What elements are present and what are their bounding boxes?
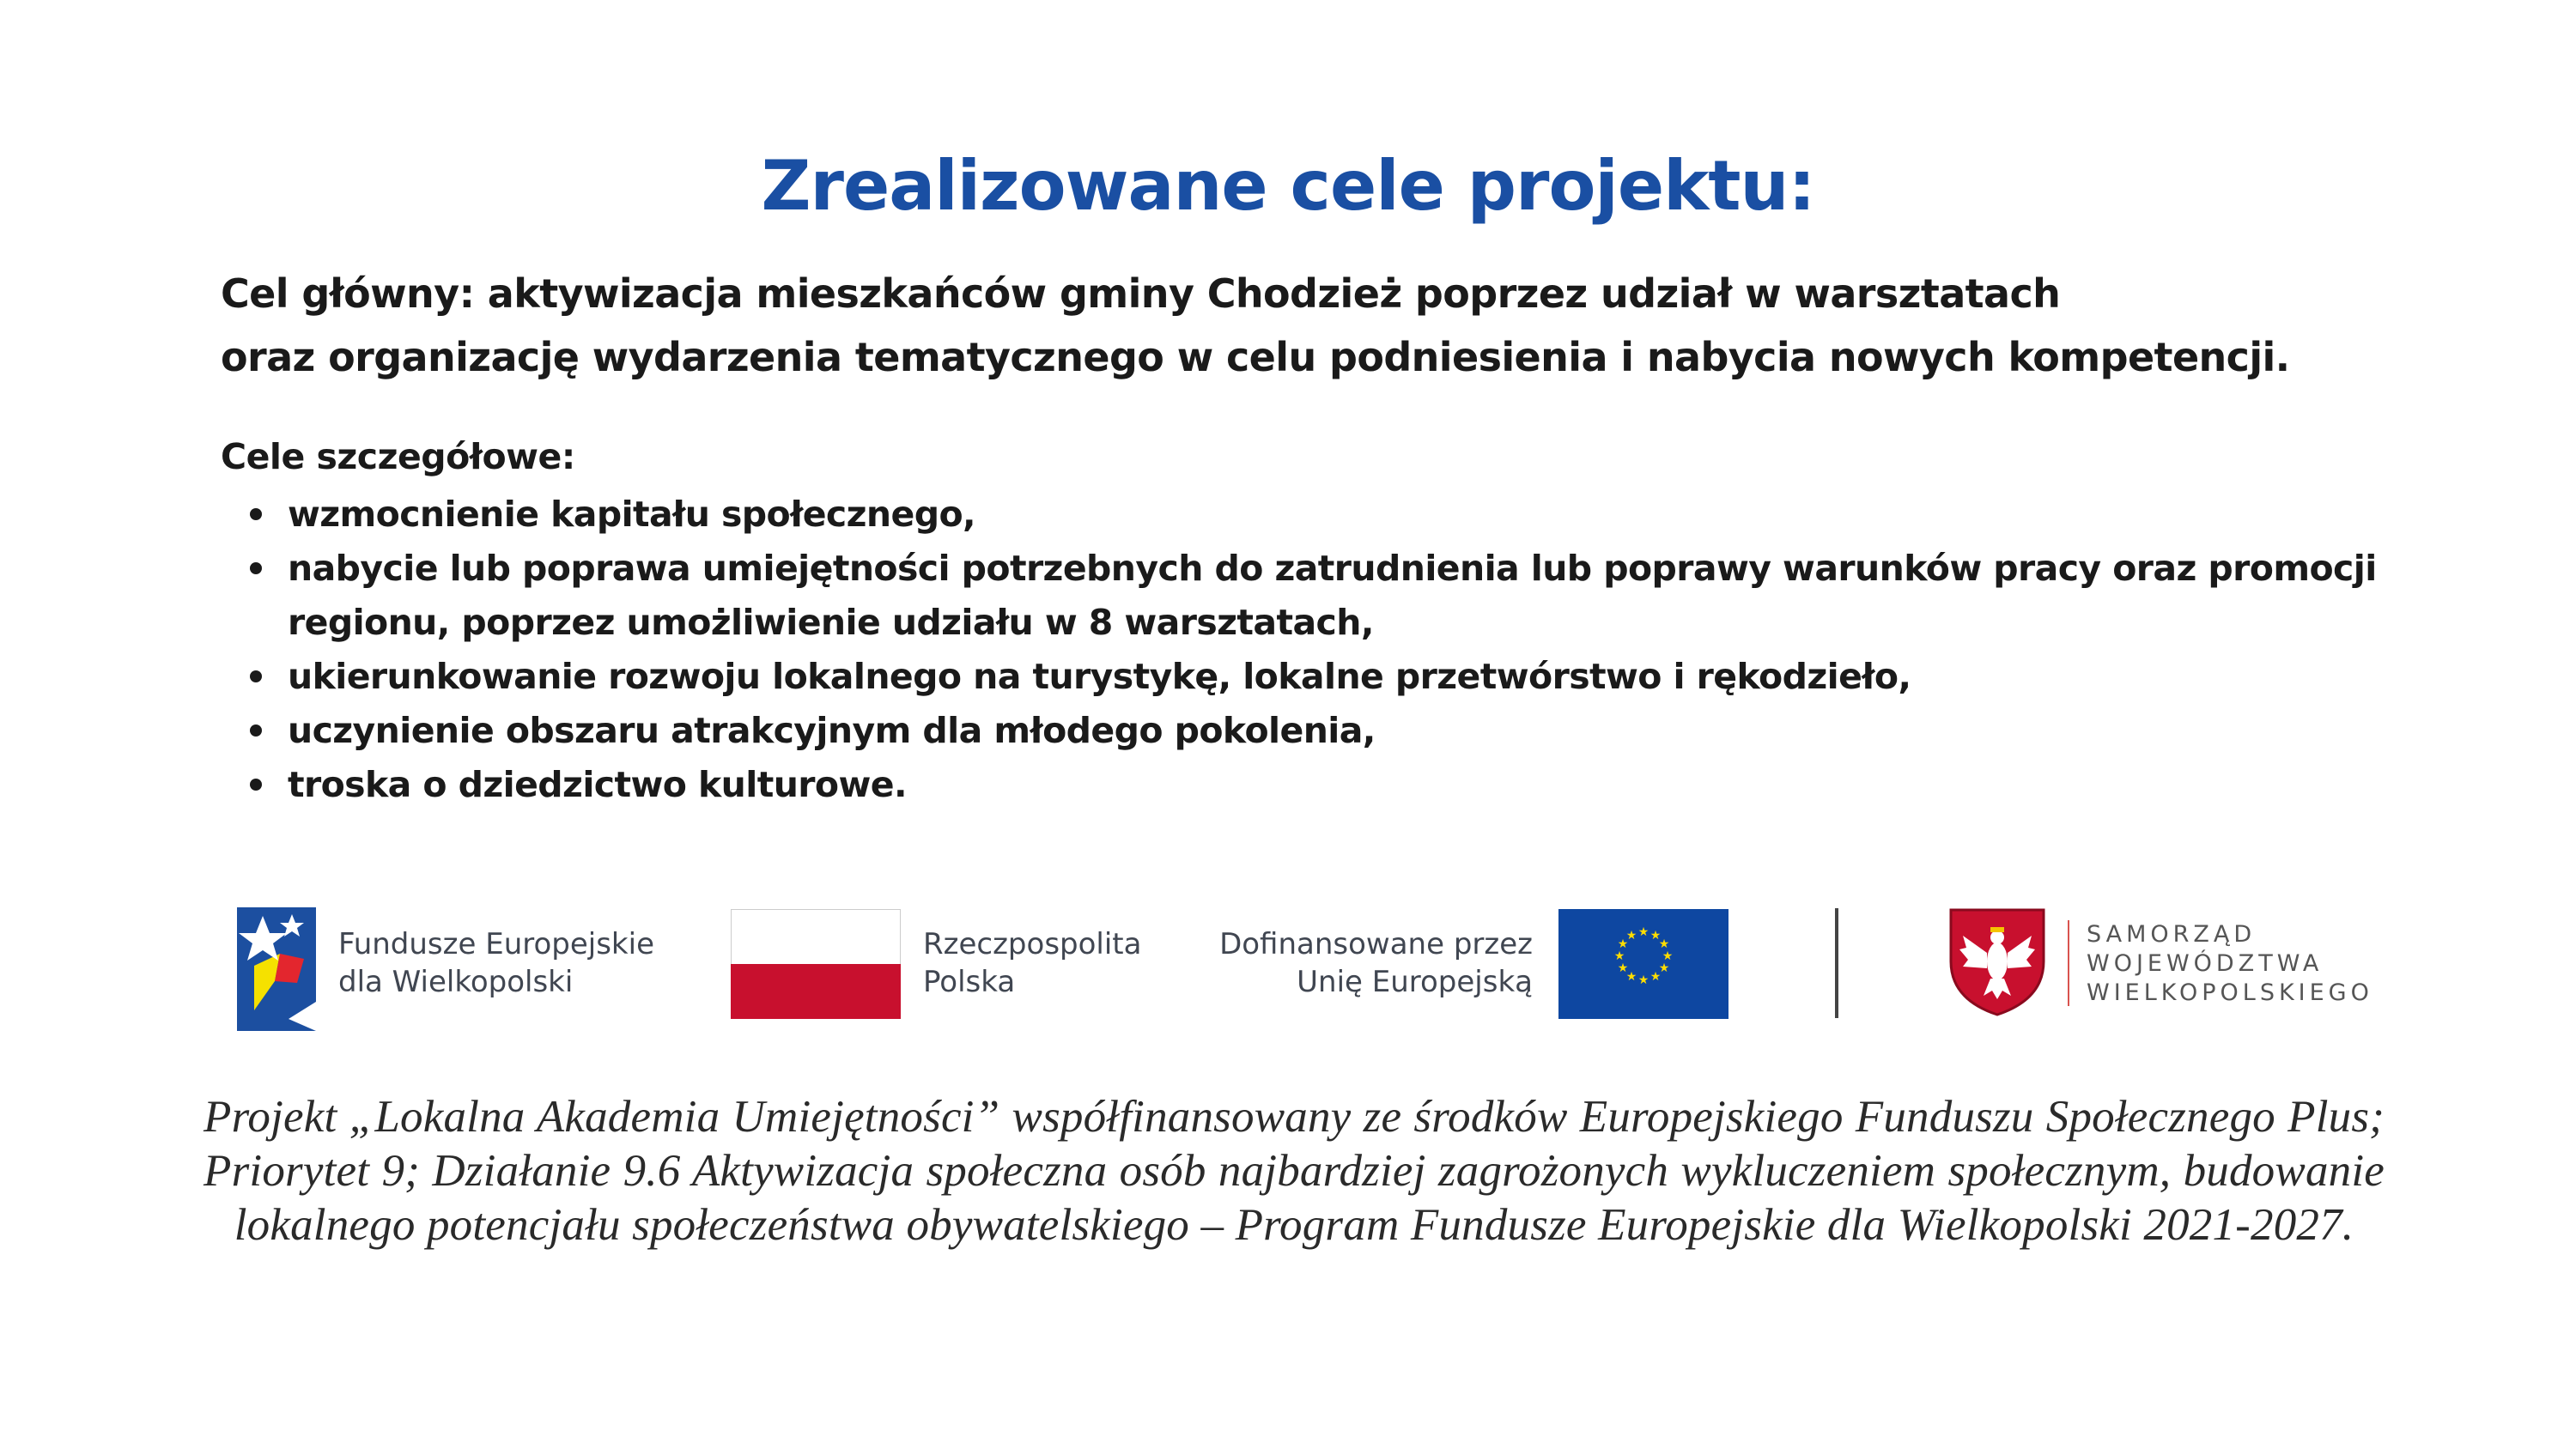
list-item: nabycie lub poprawa umiejętności potrzebnych do zatrudnienia lub poprawy warunków pracy oraz promocji regionu, poprzez umożliwienie udziału w 8 warsztatach,	[221, 542, 2410, 650]
svg-text:★: ★	[1649, 929, 1662, 943]
poland-logo-text	[923, 925, 1141, 1001]
funds-logo-line-1: Fundusze Europejskie	[338, 927, 654, 961]
svg-text:★: ★	[1617, 961, 1629, 975]
main-goal-paragraph	[221, 262, 2453, 389]
svg-text:★: ★	[1637, 973, 1649, 987]
region-logo-line-3: WIELKOPOLSKIEGO	[2087, 979, 2373, 1006]
coat-of-arms-icon	[1947, 906, 2047, 1018]
svg-text:★: ★	[1637, 925, 1649, 939]
page-title: Zrealizowane cele projektu:	[761, 146, 1815, 226]
svg-text:★: ★	[1625, 929, 1637, 943]
eu-logo-text	[1206, 925, 1533, 1001]
svg-text:★: ★	[1625, 970, 1637, 984]
region-logo-line-2: WOJEWÓDZTWA	[2087, 950, 2324, 977]
region-logo-line-1: SAMORZĄD	[2087, 921, 2257, 948]
logo-divider	[1835, 908, 1838, 1018]
poland-flag-icon	[731, 909, 901, 1019]
poland-logo-line-1: Rzeczpospolita	[923, 927, 1142, 961]
funds-logo-line-2: dla Wielkopolski	[338, 965, 574, 999]
funds-logo-text	[338, 925, 654, 1001]
funds-logo-icon	[237, 907, 316, 1031]
main-goal-line-2: oraz organizację wydarzenia tematycznego w celu podniesienia i nabycia nowych kompetencji.	[221, 334, 2290, 380]
region-logo-text	[2087, 920, 2373, 1008]
svg-text:★: ★	[1613, 949, 1625, 963]
svg-text:★: ★	[1649, 970, 1662, 984]
list-item: ukierunkowanie rozwoju lokalnego na turystykę, lokalne przetwórstwo i rękodzieło,	[221, 650, 2410, 704]
eu-logo-line-1: Dofinansowane przez	[1219, 927, 1533, 961]
eu-logo-line-2: Unię Europejską	[1297, 965, 1533, 999]
specific-goals-list	[221, 488, 2410, 812]
list-item: uczynienie obszaru atrakcyjnym dla młodego pokolenia,	[221, 704, 2410, 758]
svg-text:★: ★	[1617, 937, 1629, 951]
poland-logo-line-2: Polska	[923, 965, 1016, 999]
svg-text:★: ★	[1662, 949, 1674, 963]
svg-text:★: ★	[1658, 937, 1670, 951]
funding-footnote: Projekt „Lokalna Akademia Umiejętności” współfinansowany ze środków Europejskiego Funduszu Społecznego Plus; Priorytet 9; Działanie 9.6 Aktywizacja społeczna osób najbardziej zagrożonych wykluczeniem społecznym, budowanie lokalnego potencjału społeczeństwa obywatelskiego – Program Fundusze Europejskie dla Wielkopolski 2021-2027.	[204, 1092, 2385, 1250]
eu-flag-icon	[1558, 909, 1728, 1019]
list-item: troska o dziedzictwo kulturowe.	[221, 758, 2410, 812]
list-item: wzmocnienie kapitału społecznego,	[221, 488, 2410, 542]
svg-text:★: ★	[1658, 961, 1670, 975]
region-logo-line	[2068, 920, 2069, 1006]
specific-goals-title: Cele szczegółowe:	[221, 436, 575, 477]
main-goal-line-1: Cel główny: aktywizacja mieszkańców gminy Chodzież poprzez udział w warsztatach	[221, 270, 2061, 317]
funding-logos-bar	[0, 901, 2576, 1039]
